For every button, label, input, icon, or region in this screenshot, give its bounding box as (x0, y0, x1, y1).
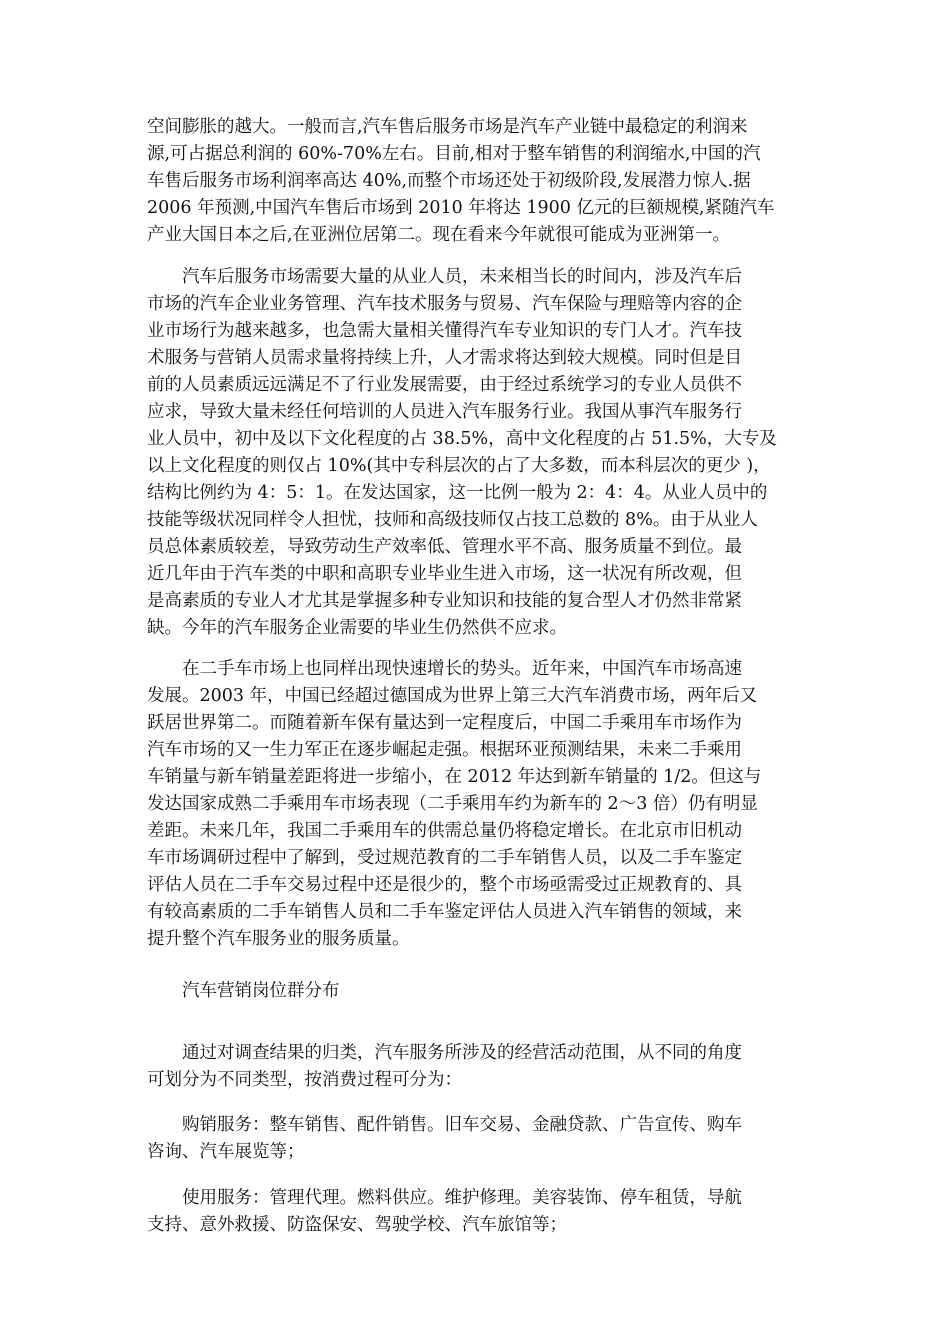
text-line: 技能等级状况同样令人担忧，技师和高级技师仅占技工总数的 8%。由于从业人 (147, 510, 758, 530)
paragraph-classification (147, 1040, 810, 1094)
text-line: 缺。今年的汽车服务企业需要的毕业生仍然供不应求。 (147, 618, 567, 638)
paragraph-purchase-services (147, 1112, 810, 1166)
text-line: 支持、意外救援、防盗保安、驾驶学校、汽车旅馆等； (147, 1215, 567, 1235)
paragraph-usage-services (147, 1185, 810, 1239)
text-line: 业人员中，初中及以下文化程度的占 38.5%，高中文化程度的占 51.5%，大专及 (147, 429, 777, 449)
text-line: 应求，导致大量未经任何培训的人员进入汽车服务行业。我国从事汽车服务行 (147, 402, 742, 422)
text-line: 以上文化程度的则仅占 10%(其中专科层次的占了大多数，而本科层次的更少 )， (147, 456, 771, 476)
text-line: 汽车市场的又一生力军正在逐步崛起走强。根据环亚预测结果，未来二手乘用 (147, 740, 742, 760)
text-line: 车销量与新车销量差距将进一步缩小，在 2012 年达到新车销量的 1/2。但这与 (147, 767, 762, 787)
text-line: 评估人员在二手车交易过程中还是很少的，整个市场亟需受过正规教育的、具 (147, 875, 742, 895)
section-heading: 汽车营销岗位群分布 (147, 981, 340, 1001)
text-line: 车售后服务市场利润率高达 40%,而整个市场还处于初级阶段,发展潜力惊人.据 (147, 171, 751, 191)
text-line: 近几年由于汽车类的中职和高职专业毕业生进入市场，这一状况有所改观，但 (147, 564, 742, 584)
text-line: 是高素质的专业人才尤其是掌握多种专业知识和技能的复合型人才仍然非常紧 (147, 591, 742, 611)
text-line: 市场的汽车企业业务管理、汽车技术服务与贸易、汽车保险与理赔等内容的企 (147, 294, 742, 314)
text-line: 咨询、汽车展览等； (147, 1142, 305, 1162)
text-line: 在二手车市场上也同样出现快速增长的势头。近年来，中国汽车市场高速 (147, 659, 742, 679)
text-line: 差距。未来几年，我国二手乘用车的供需总量仍将稳定增长。在北京市旧机动 (147, 821, 742, 841)
text-line: 术服务与营销人员需求量将持续上升，人才需求将达到较大规模。同时但是目 (147, 348, 742, 368)
text-line: 空间膨胀的越大。一般而言,汽车售后服务市场是汽车产业链中最稳定的利润来 (147, 117, 748, 137)
section-heading-sales-positions (147, 978, 810, 1005)
text-line: 购销服务：整车销售、配件销售。旧车交易、金融贷款、广告宣传、购车 (147, 1115, 742, 1135)
text-line: 通过对调查结果的归类，汽车服务所涉及的经营活动范围，从不同的角度 (147, 1043, 742, 1063)
text-line: 员总体素质较差，导致劳动生产效率低、管理水平不高、服务质量不到位。最 (147, 537, 742, 557)
text-line: 跃居世界第二。而随着新车保有量达到一定程度后，中国二手乘用车市场作为 (147, 713, 742, 733)
text-line: 2006 年预测,中国汽车售后市场到 2010 年将达 1900 亿元的巨额规模,紧随汽车 (147, 198, 775, 218)
text-line: 结构比例约为 4：5：1。在发达国家，这一比例一般为 2：4：4。从业人员中的 (147, 483, 768, 503)
text-line: 源,可占据总利润的 60%-70%左右。目前,相对于整车销售的利润缩水,中国的汽 (147, 144, 761, 164)
text-line: 有较高素质的二手车销售人员和二手车鉴定评估人员进入汽车销售的领域，来 (147, 902, 742, 922)
text-line: 发展。2003 年，中国已经超过德国成为世界上第三大汽车消费市场，两年后又 (147, 686, 758, 706)
paragraph-used-car-market (147, 656, 810, 953)
text-line: 使用服务：管理代理。燃料供应。维护修理。美容装饰、停车租赁，导航 (147, 1188, 742, 1208)
paragraph-market-profit (147, 114, 810, 249)
paragraph-workforce (147, 264, 810, 642)
text-line: 车市场调研过程中了解到，受过规范教育的二手车销售人员，以及二手车鉴定 (147, 848, 742, 868)
text-line: 提升整个汽车服务业的服务质量。 (147, 929, 410, 949)
text-line: 可划分为不同类型，按消费过程可分为： (147, 1070, 462, 1090)
text-line: 产业大国日本之后,在亚洲位居第二。现在看来今年就很可能成为亚洲第一。 (147, 225, 731, 245)
text-line: 汽车后服务市场需要大量的从业人员，未来相当长的时间内，涉及汽车后 (147, 267, 742, 287)
text-line: 前的人员素质远远满足不了行业发展需要，由于经过系统学习的专业人员供不 (147, 375, 742, 395)
text-line: 发达国家成熟二手乘用车市场表现（二手乘用车约为新车的 2～3 倍）仍有明显 (147, 794, 758, 814)
text-line: 业市场行为越来越多，也急需大量相关懂得汽车专业知识的专门人才。汽车技 (147, 321, 742, 341)
